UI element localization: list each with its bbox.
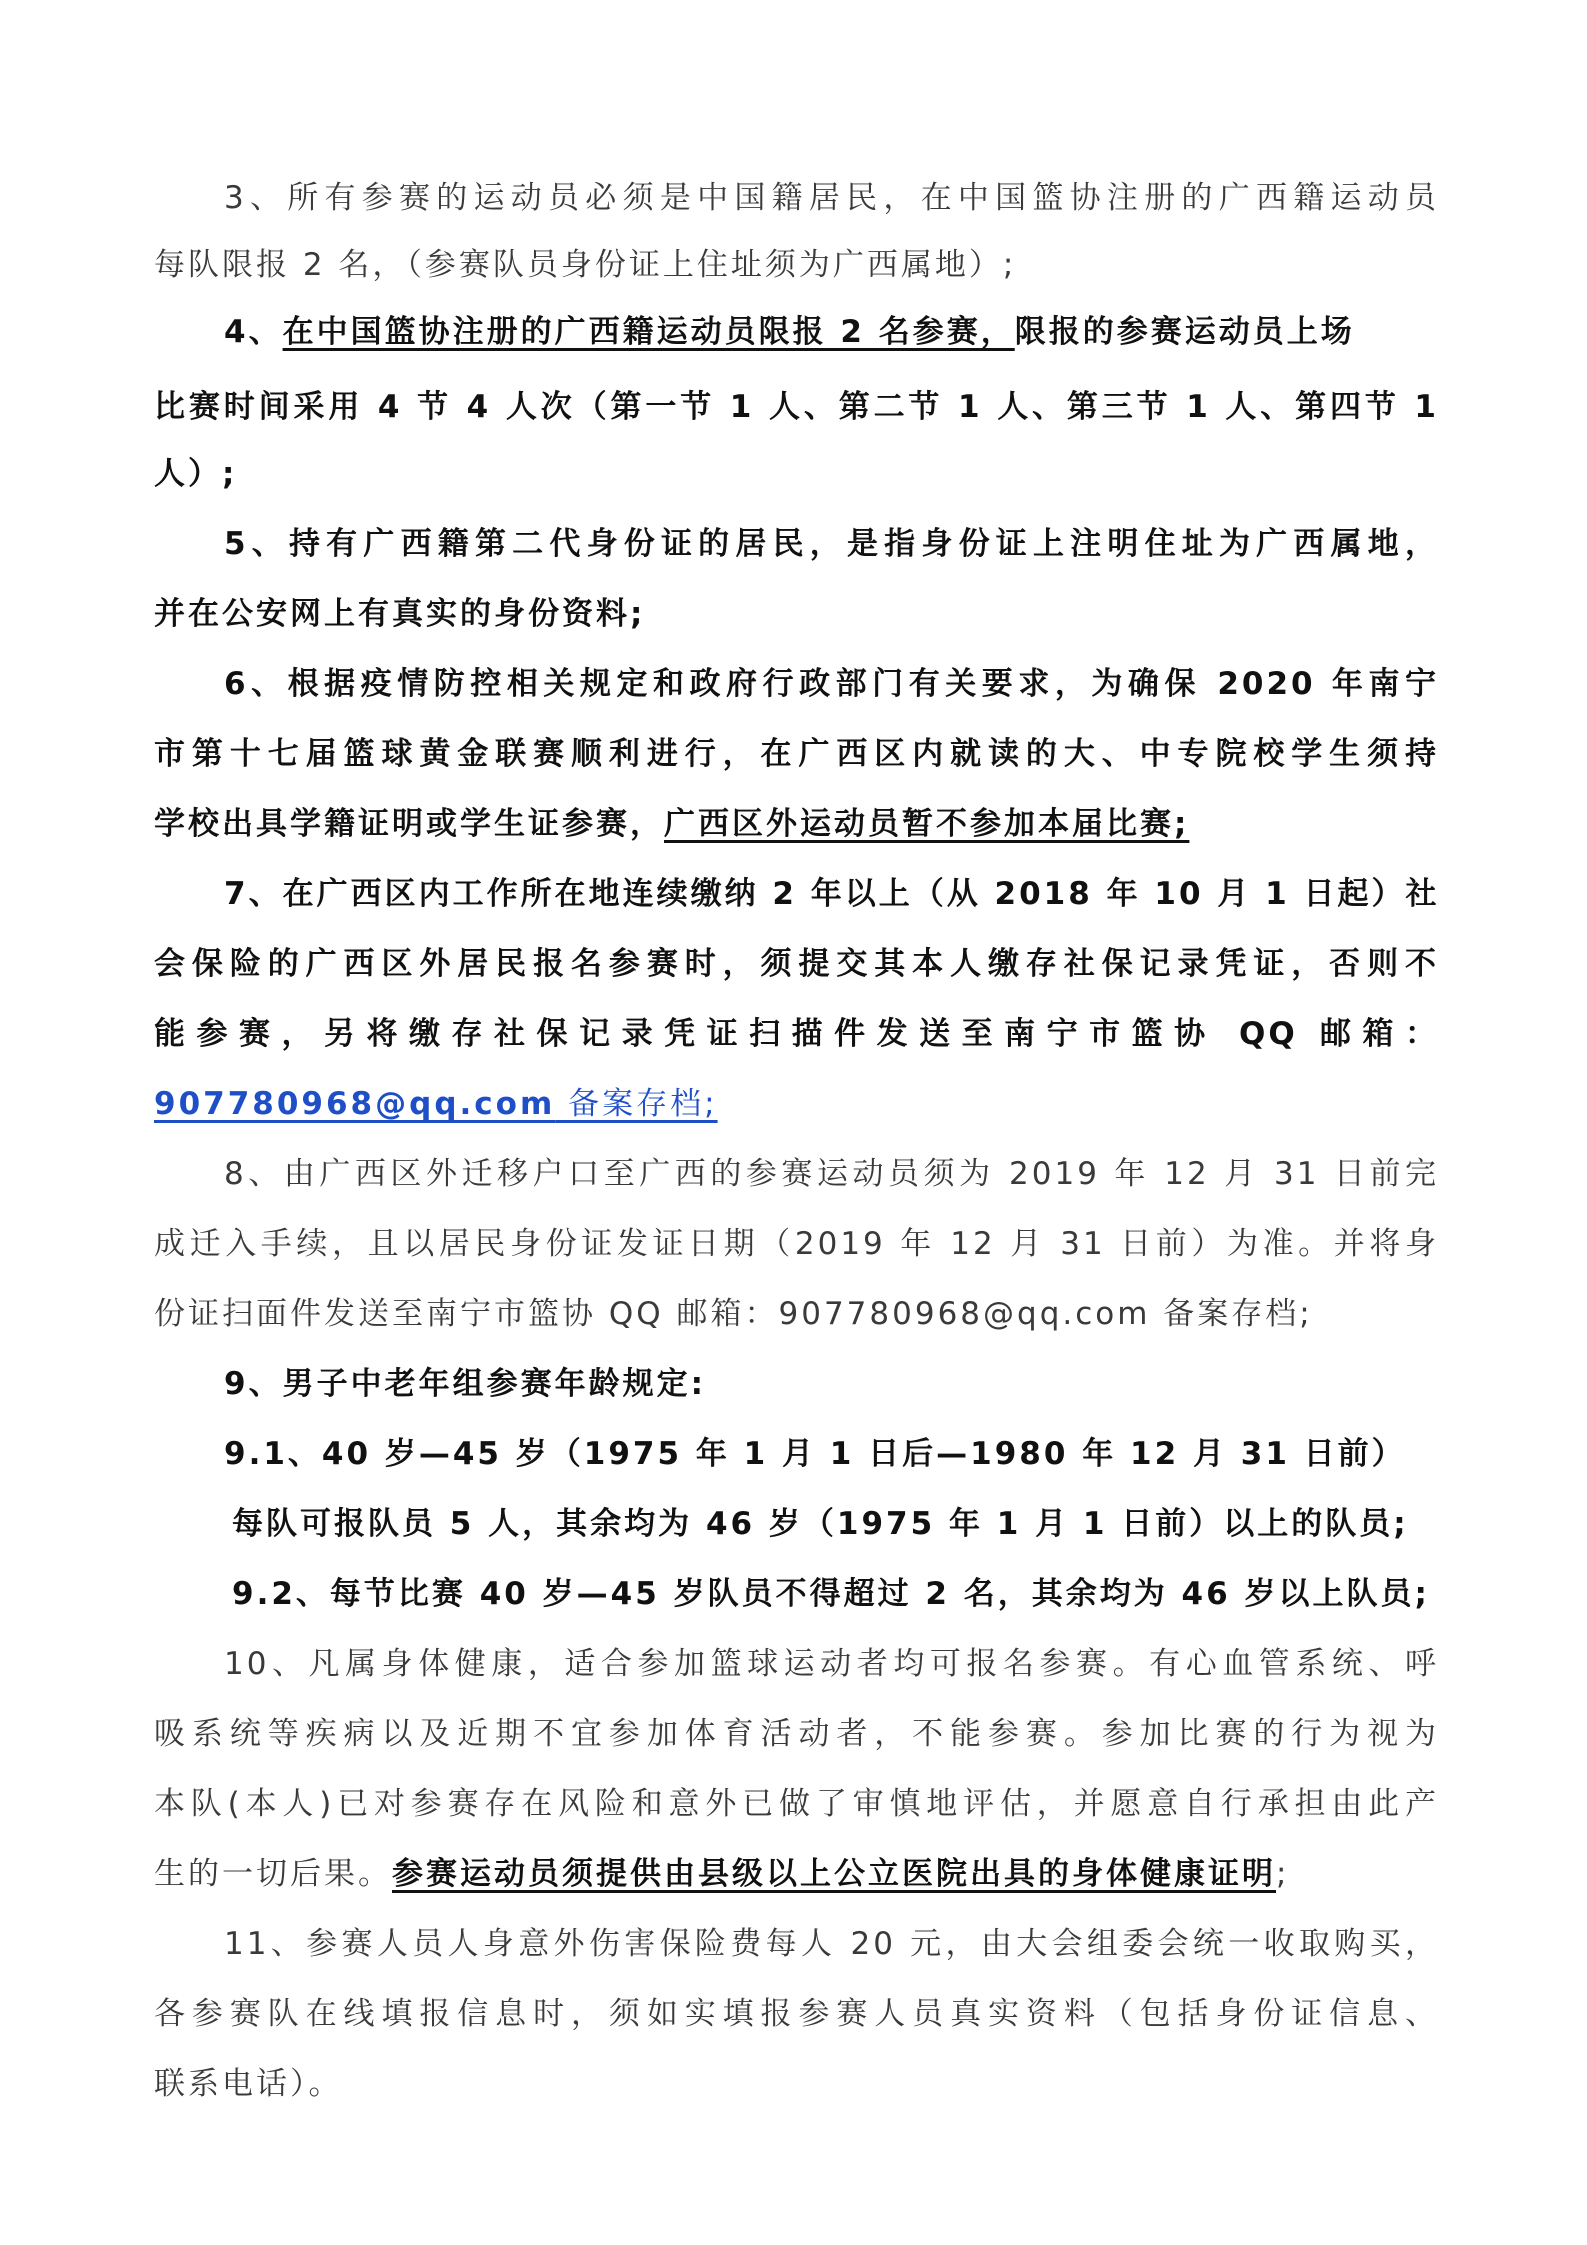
- p10-line4-plain: 生的一切后果。: [154, 1856, 392, 1892]
- p5-line1: 5、持有广西籍第二代身份证的居民，是指身份证上注明住址为广西属地，: [224, 526, 1439, 562]
- p7-line1: 7、在广西区内工作所在地连续缴纳 2 年以上（从 2018 年 10 月 1 日起）社: [224, 876, 1440, 912]
- p9-line4: 9.2、每节比赛 40 岁—45 岁队员不得超过 2 名，其余均为 46 岁以上队员;: [232, 1576, 1430, 1612]
- p7-line4: [154, 1082, 718, 1126]
- p6-line3-underlined: 广西区外运动员暂不参加本届比赛;: [664, 806, 1190, 842]
- p10-line4-end: ;: [1276, 1856, 1290, 1892]
- p9-line2: 9.1、40 岁—45 岁（1975 年 1 月 1 日后—1980 年 12 月 31 日前）: [224, 1436, 1406, 1472]
- p4-line3: 人）;: [154, 456, 238, 492]
- p4-rest: 限报的参赛运动员上场: [1014, 314, 1355, 350]
- p5-line2: 并在公安网上有真实的身份资料;: [154, 596, 646, 632]
- p4-underlined: 在中国篮协注册的广西籍运动员限报 2 名参赛，: [282, 314, 1015, 350]
- p10-line4-underlined: 参赛运动员须提供由县级以上公立医院出具的身体健康证明: [392, 1856, 1276, 1892]
- p6-line2: 市第十七届篮球黄金联赛顺利进行，在广西区内就读的大、中专院校学生须持: [154, 736, 1439, 772]
- p10-line1: 10、凡属身体健康，适合参加篮球运动者均可报名参赛。有心血管系统、呼: [224, 1646, 1439, 1682]
- p11-line2: 各参赛队在线填报信息时，须如实填报参赛人员真实资料（包括身份证信息、: [154, 1996, 1439, 2032]
- p4-prefix: 4、: [224, 314, 283, 350]
- p3-line1: 3、所有参赛的运动员必须是中国籍居民，在中国篮协注册的广西籍运动员: [224, 180, 1439, 216]
- p7-line3: 能参赛，另将缴存社保记录凭证扫描件发送至南宁市篮协 QQ 邮箱：: [154, 1016, 1439, 1052]
- p10-line4: [154, 1852, 1289, 1896]
- p3-line2: 每队限报 2 名，（参赛队员身份证上住址须为广西属地）;: [154, 247, 1017, 283]
- p8-line2: 成迁入手续，且以居民身份证发证日期（2019 年 12 月 31 日前）为准。并将身: [154, 1226, 1439, 1262]
- p4-line1: [224, 310, 1355, 354]
- p6-line3: [154, 802, 1189, 846]
- p6-line3-plain: 学校出具学籍证明或学生证参赛，: [154, 806, 664, 842]
- email-link[interactable]: 907780968@qq.com: [154, 1086, 556, 1122]
- p11-line1: 11、参赛人员人身意外伤害保险费每人 20 元，由大会组委会统一收取购买，: [224, 1926, 1439, 1962]
- p9-line3: 每队可报队员 5 人，其余均为 46 岁（1975 年 1 月 1 日前）以上的队员;: [232, 1506, 1409, 1542]
- p11-line3: 联系电话）。: [154, 2066, 343, 2102]
- p8-line3: 份证扫面件发送至南宁市篮协 QQ 邮箱：907780968@qq.com 备案存档;: [154, 1296, 1313, 1332]
- p6-line1: 6、根据疫情防控相关规定和政府行政部门有关要求，为确保 2020 年南宁: [224, 666, 1439, 702]
- p10-line3: 本队(本人)已对参赛存在风险和意外已做了审慎地评估，并愿意自行承担由此产: [154, 1786, 1439, 1822]
- p10-line2: 吸系统等疾病以及近期不宜参加体育活动者，不能参赛。参加比赛的行为视为: [154, 1716, 1439, 1752]
- p9-line1: 9、男子中老年组参赛年龄规定:: [224, 1366, 706, 1402]
- email-suffix: 备案存档;: [555, 1086, 718, 1122]
- p7-line2: 会保险的广西区外居民报名参赛时，须提交其本人缴存社保记录凭证，否则不: [154, 946, 1439, 982]
- p4-line2: 比赛时间采用 4 节 4 人次（第一节 1 人、第二节 1 人、第三节 1 人、第四节 1: [154, 389, 1439, 425]
- p8-line1: 8、由广西区外迁移户口至广西的参赛运动员须为 2019 年 12 月 31 日前完: [224, 1156, 1439, 1192]
